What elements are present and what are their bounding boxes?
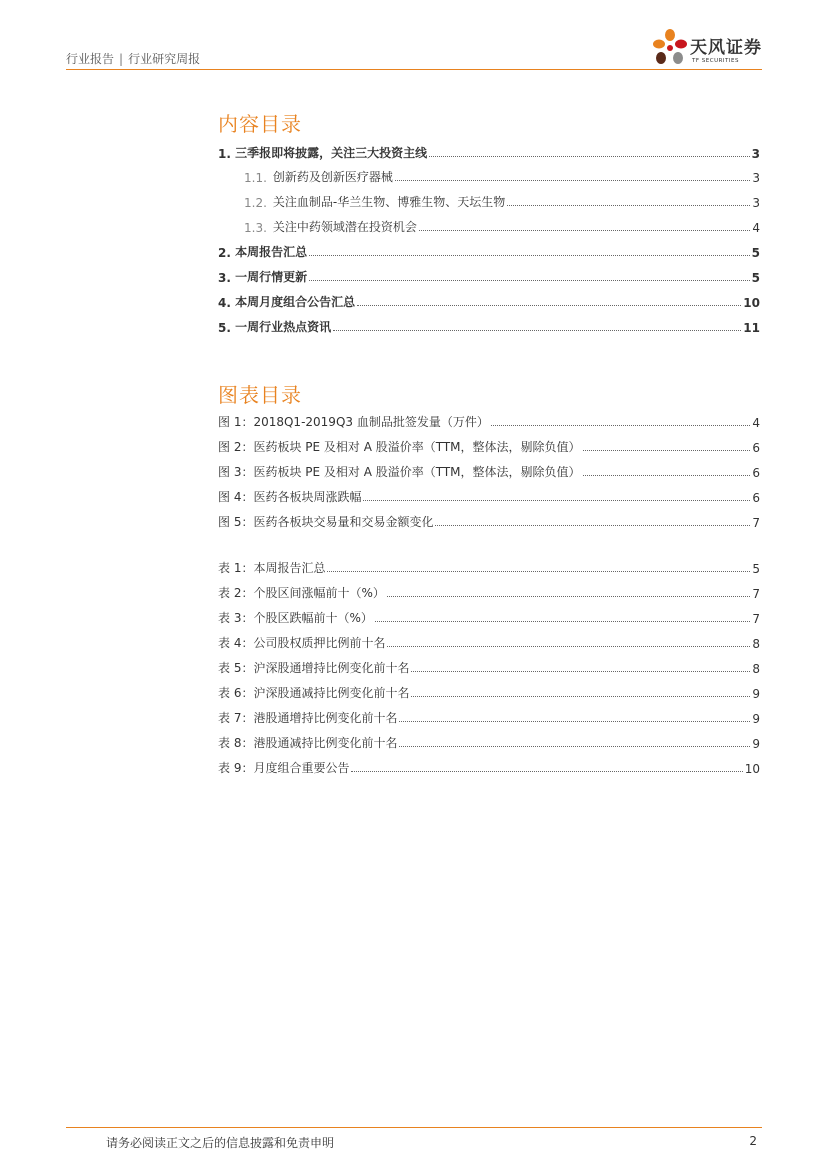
toc-number: 1.2. [244, 196, 267, 210]
logo-name-cn: 天风证券 [690, 38, 762, 58]
figure-item[interactable] [218, 412, 760, 430]
toc-page: 11 [743, 321, 760, 335]
table-page: 9 [752, 687, 760, 701]
figures-title: 图表目录 [218, 383, 302, 407]
flower-logo-icon [650, 28, 690, 70]
toc-item[interactable] [218, 143, 760, 161]
toc-item[interactable] [218, 292, 760, 310]
page-number: 2 [749, 1134, 757, 1148]
dot-leader [419, 230, 750, 231]
toc-item[interactable] [244, 192, 760, 210]
toc-item[interactable] [244, 167, 760, 185]
dot-leader [387, 596, 751, 597]
figure-item[interactable] [218, 512, 760, 530]
dot-leader [583, 450, 751, 451]
table-item[interactable] [218, 708, 760, 726]
toc-page: 3 [752, 196, 760, 210]
figure-label: 图 5：医药各板块交易量和交易金额变化 [218, 515, 434, 529]
toc-page: 4 [752, 221, 760, 235]
logo-name-en: TF SECURITIES [692, 58, 739, 64]
toc-number: 1.3. [244, 221, 267, 235]
toc-title: 本周月度组合公告汇总 [235, 295, 356, 309]
figure-label: 图 4：医药各板块周涨跌幅 [218, 490, 362, 504]
toc-number: 3. [218, 271, 231, 285]
table-page: 7 [752, 612, 760, 626]
table-page: 5 [752, 562, 760, 576]
dot-leader [327, 571, 750, 572]
table-label: 表 6：沪深股通减持比例变化前十名 [218, 686, 410, 700]
figure-label: 图 1：2018Q1-2019Q3 血制品批签发量（万件） [218, 415, 489, 429]
table-page: 9 [752, 737, 760, 751]
dot-leader [351, 771, 742, 772]
dot-leader [363, 500, 750, 501]
toc-number: 4. [218, 296, 231, 310]
dot-leader [309, 255, 750, 256]
toc-title: 本周报告汇总 [235, 245, 308, 259]
table-item[interactable] [218, 583, 760, 601]
report-category: 行业报告 [66, 52, 115, 66]
dot-leader [411, 696, 750, 697]
figure-label: 图 2：医药板块 PE 及相对 A 股溢价率（TTM，整体法，剔除负值） [218, 440, 581, 454]
toc-number: 1. [218, 147, 231, 161]
table-label: 表 8：港股通减持比例变化前十名 [218, 736, 398, 750]
figure-page: 4 [752, 416, 760, 430]
dot-leader [399, 746, 750, 747]
table-item[interactable] [218, 558, 760, 576]
table-label: 表 9：月度组合重要公告 [218, 761, 350, 775]
dot-leader [491, 425, 751, 426]
dot-leader [399, 721, 750, 722]
toc-page: 3 [751, 147, 760, 161]
table-page: 8 [752, 637, 760, 651]
toc-title: 一周行情更新 [235, 270, 308, 284]
table-page: 8 [752, 662, 760, 676]
table-item[interactable] [218, 733, 760, 751]
table-item[interactable] [218, 758, 760, 776]
table-label: 表 3：个股区跌幅前十（%） [218, 611, 373, 625]
dot-leader [429, 156, 750, 157]
toc-page: 5 [751, 271, 760, 285]
table-label: 表 5：沪深股通增持比例变化前十名 [218, 661, 410, 675]
toc-title: 三季报即将披露，关注三大投资主线 [235, 146, 428, 160]
toc-item[interactable] [218, 242, 760, 260]
company-logo [650, 28, 764, 70]
toc-title: 关注血制品-华兰生物、博雅生物、天坛生物 [272, 195, 506, 209]
dot-leader [357, 305, 741, 306]
contents-title: 内容目录 [218, 112, 302, 136]
toc-page: 5 [751, 246, 760, 260]
table-page: 10 [744, 762, 760, 776]
dot-leader [309, 280, 750, 281]
table-item[interactable] [218, 658, 760, 676]
dot-leader [411, 671, 750, 672]
toc-page: 10 [743, 296, 760, 310]
toc-number: 1.1. [244, 171, 267, 185]
dot-leader [507, 205, 750, 206]
table-item[interactable] [218, 633, 760, 651]
header-divider [66, 69, 762, 70]
toc-item[interactable] [244, 217, 760, 235]
figure-page: 6 [752, 466, 760, 480]
table-label: 表 7：港股通增持比例变化前十名 [218, 711, 398, 725]
toc-title: 一周行业热点资讯 [235, 320, 332, 334]
dot-leader [387, 646, 750, 647]
table-page: 9 [752, 712, 760, 726]
table-page: 7 [752, 587, 760, 601]
toc-page: 3 [752, 171, 760, 185]
table-label: 表 4：公司股权质押比例前十名 [218, 636, 386, 650]
dot-leader [583, 475, 751, 476]
figure-label: 图 3：医药板块 PE 及相对 A 股溢价率（TTM，整体法，剔除负值） [218, 465, 581, 479]
figure-item[interactable] [218, 462, 760, 480]
figure-page: 6 [752, 491, 760, 505]
dot-leader [333, 330, 741, 331]
table-label: 表 2：个股区间涨幅前十（%） [218, 586, 385, 600]
table-item[interactable] [218, 683, 760, 701]
report-header [66, 50, 200, 67]
dot-leader [375, 621, 751, 622]
figure-page: 7 [752, 516, 760, 530]
figure-item[interactable] [218, 487, 760, 505]
footer-disclaimer: 请务必阅读正文之后的信息披露和免责申明 [106, 1136, 335, 1150]
table-label: 表 1：本周报告汇总 [218, 561, 326, 575]
toc-title: 创新药及创新医疗器械 [272, 170, 393, 184]
toc-number: 2. [218, 246, 231, 260]
figure-page: 6 [752, 441, 760, 455]
dot-leader [395, 180, 750, 181]
report-subcategory: 行业研究周报 [128, 52, 201, 66]
toc-item[interactable] [218, 267, 760, 285]
toc-number: 5. [218, 321, 231, 335]
toc-title: 关注中药领域潜在投资机会 [272, 220, 417, 234]
header-separator: | [119, 52, 124, 66]
table-item[interactable] [218, 608, 760, 626]
dot-leader [435, 525, 750, 526]
figure-item[interactable] [218, 437, 760, 455]
footer-divider [66, 1127, 762, 1128]
toc-item[interactable] [218, 317, 760, 335]
